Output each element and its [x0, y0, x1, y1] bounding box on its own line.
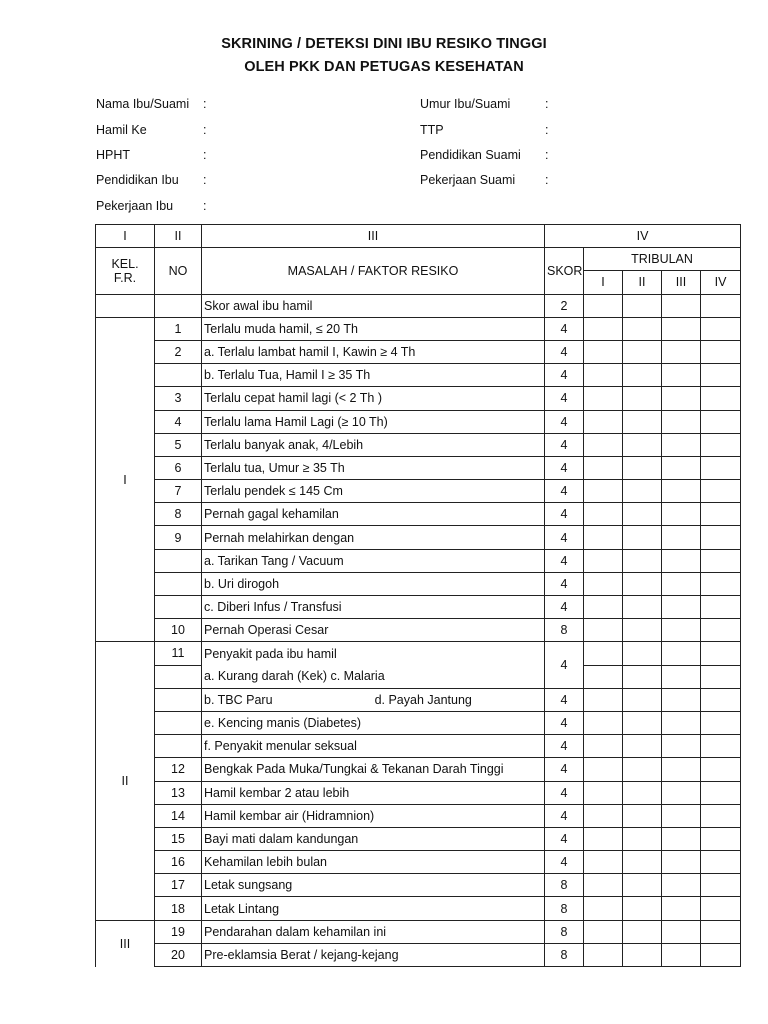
factor-text — [202, 688, 545, 711]
no-cell — [155, 364, 202, 387]
factor-text: Hamil kembar air (Hidramnion) — [202, 804, 545, 827]
tribulan-ii-cell[interactable] — [623, 317, 662, 340]
colon: : — [203, 148, 207, 162]
tribulan-ii-cell[interactable] — [623, 572, 662, 595]
header-roman-row — [96, 225, 741, 248]
no-cell: 9 — [155, 526, 202, 549]
tribulan-iv-cell[interactable] — [701, 503, 741, 526]
colon: : — [203, 173, 207, 187]
table-row — [96, 665, 741, 688]
skor-cell: 4 — [545, 526, 584, 549]
form-title-line-1: SKRINING / DETEKSI DINI IBU RESIKO TINGGI — [221, 36, 547, 52]
skor-header: SKOR — [545, 248, 584, 294]
kel-cell — [96, 294, 155, 317]
tribulan-i-cell[interactable] — [584, 503, 623, 526]
label-umur-ibu-suami: Umur Ibu/Suami — [420, 97, 511, 111]
tribulan-iii-cell[interactable] — [662, 827, 701, 850]
no-cell — [155, 294, 202, 317]
tribulan-iii-cell[interactable] — [662, 758, 701, 781]
table-row — [96, 364, 741, 387]
tribulan-iii-cell[interactable] — [662, 711, 701, 734]
tribulan-ii-cell[interactable] — [623, 619, 662, 642]
factor-text: a. Tarikan Tang / Vacuum — [202, 549, 545, 572]
factor-text: Terlalu cepat hamil lagi (< 2 Th ) — [202, 387, 545, 410]
group-iii-label: III — [96, 920, 155, 966]
tribulan-i-cell[interactable] — [584, 874, 623, 897]
tribulan-iv-cell[interactable] — [701, 364, 741, 387]
tribulan-iii-cell[interactable] — [662, 619, 701, 642]
no-cell — [155, 665, 202, 688]
colon: : — [545, 173, 549, 187]
tribulan-iv-cell[interactable] — [701, 572, 741, 595]
table-row — [96, 735, 741, 758]
tribulan-col-ii: II — [623, 271, 662, 294]
factor-text: a. Terlalu lambat hamil I, Kawin ≥ 4 Th — [202, 340, 545, 363]
tribulan-iii-cell[interactable] — [662, 503, 701, 526]
tribulan-iii-cell[interactable] — [662, 688, 701, 711]
factor-text: Terlalu tua, Umur ≥ 35 Th — [202, 456, 545, 479]
no-cell: 12 — [155, 758, 202, 781]
no-cell: 6 — [155, 456, 202, 479]
tribulan-iii-cell[interactable] — [662, 804, 701, 827]
tribulan-iv-cell[interactable] — [701, 665, 741, 688]
tribulan-iii-cell[interactable] — [662, 340, 701, 363]
table-row — [96, 410, 741, 433]
factor-text: f. Penyakit menular seksual — [202, 735, 545, 758]
label-pekerjaan-suami: Pekerjaan Suami — [420, 173, 516, 187]
tribulan-col-iv: IV — [701, 271, 741, 294]
colon: : — [545, 97, 549, 111]
tribulan-i-cell[interactable] — [584, 340, 623, 363]
tribulan-iv-cell[interactable] — [701, 851, 741, 874]
group-ii-label: II — [96, 642, 155, 920]
skor-cell: 4 — [545, 572, 584, 595]
tribulan-i-cell[interactable] — [584, 364, 623, 387]
factor-text: Terlalu banyak anak, 4/Lebih — [202, 433, 545, 456]
table-row — [96, 943, 741, 966]
skor-cell: 4 — [545, 804, 584, 827]
tribulan-ii-cell[interactable] — [623, 711, 662, 734]
tribulan-i-cell[interactable] — [584, 688, 623, 711]
tribulan-i-cell[interactable] — [584, 804, 623, 827]
tribulan-ii-cell[interactable] — [623, 364, 662, 387]
form-title-line-2: OLEH PKK DAN PETUGAS KESEHATAN — [244, 59, 524, 75]
tribulan-iii-cell[interactable] — [662, 317, 701, 340]
tribulan-iii-cell[interactable] — [662, 387, 701, 410]
tribulan-ii-cell[interactable] — [623, 549, 662, 572]
label-hamil-ke: Hamil Ke — [96, 123, 147, 137]
table-row — [96, 758, 741, 781]
table-row — [96, 317, 741, 340]
table-row — [96, 549, 741, 572]
tribulan-i-cell[interactable] — [584, 735, 623, 758]
table-row — [96, 433, 741, 456]
tribulan-ii-cell[interactable] — [623, 480, 662, 503]
tribulan-ii-cell[interactable] — [623, 874, 662, 897]
tribulan-iii-cell[interactable] — [662, 410, 701, 433]
no-cell — [155, 549, 202, 572]
tribulan-iv-cell[interactable] — [701, 549, 741, 572]
tribulan-ii-cell[interactable] — [623, 943, 662, 966]
tribulan-ii-cell[interactable] — [623, 456, 662, 479]
factor-text: Pernah gagal kehamilan — [202, 503, 545, 526]
no-cell: 18 — [155, 897, 202, 920]
label-ttp: TTP — [420, 123, 444, 137]
factor-text: Pernah Operasi Cesar — [202, 619, 545, 642]
risk-factor-table — [95, 224, 741, 967]
col-header-ii: II — [155, 225, 202, 248]
tribulan-ii-cell[interactable] — [623, 503, 662, 526]
factor-text-a: a. Kurang darah (Kek) — [204, 669, 327, 684]
tribulan-iii-cell[interactable] — [662, 480, 701, 503]
table-row — [96, 642, 741, 665]
skor-cell: 4 — [545, 781, 584, 804]
no-cell: 4 — [155, 410, 202, 433]
table-row — [96, 920, 741, 943]
factor-text: Pre-eklamsia Berat / kejang-kejang — [202, 943, 545, 966]
table-row — [96, 526, 741, 549]
colon: : — [545, 148, 549, 162]
no-cell — [155, 572, 202, 595]
no-cell: 8 — [155, 503, 202, 526]
tribulan-ii-cell[interactable] — [623, 340, 662, 363]
tribulan-iv-cell[interactable] — [701, 340, 741, 363]
table-row — [96, 711, 741, 734]
label-hpht: HPHT — [96, 148, 131, 162]
tribulan-iii-cell[interactable] — [662, 897, 701, 920]
colon: : — [203, 123, 207, 137]
factor-text: Skor awal ibu hamil — [202, 294, 545, 317]
table-row — [96, 294, 741, 317]
no-cell: 16 — [155, 851, 202, 874]
tribulan-iv-cell[interactable] — [701, 943, 741, 966]
factor-text: Pernah melahirkan dengan — [202, 526, 545, 549]
header-row-1 — [96, 248, 741, 271]
tribulan-iv-cell[interactable] — [701, 619, 741, 642]
factor-text: b. Uri dirogoh — [202, 572, 545, 595]
tribulan-i-cell[interactable] — [584, 711, 623, 734]
no-cell: 13 — [155, 781, 202, 804]
factor-text: Terlalu pendek ≤ 145 Cm — [202, 480, 545, 503]
table-row — [96, 480, 741, 503]
tribulan-i-cell[interactable] — [584, 572, 623, 595]
skor-cell: 4 — [545, 433, 584, 456]
tribulan-iv-cell[interactable] — [701, 735, 741, 758]
tribulan-iii-cell[interactable] — [662, 294, 701, 317]
table-row — [96, 688, 741, 711]
no-cell — [155, 735, 202, 758]
masalah-header: MASALAH / FAKTOR RESIKO — [202, 248, 545, 294]
tribulan-i-cell[interactable] — [584, 456, 623, 479]
tribulan-i-cell[interactable] — [584, 433, 623, 456]
factor-text-b: d. Payah Jantung — [374, 692, 472, 707]
skor-cell: 4 — [545, 851, 584, 874]
tribulan-iv-cell[interactable] — [701, 456, 741, 479]
factor-text: b. Terlalu Tua, Hamil I ≥ 35 Th — [202, 364, 545, 387]
skor-cell: 8 — [545, 619, 584, 642]
tribulan-col-iii: III — [662, 271, 701, 294]
tribulan-ii-cell[interactable] — [623, 735, 662, 758]
label-pendidikan-ibu: Pendidikan Ibu — [96, 173, 179, 187]
group-i-label: I — [96, 317, 155, 642]
tribulan-ii-cell[interactable] — [623, 410, 662, 433]
no-cell: 5 — [155, 433, 202, 456]
tribulan-ii-cell[interactable] — [623, 688, 662, 711]
skor-cell: 8 — [545, 874, 584, 897]
tribulan-iv-cell[interactable] — [701, 596, 741, 619]
skor-cell: 4 — [545, 340, 584, 363]
tribulan-iv-cell[interactable] — [701, 804, 741, 827]
tribulan-iii-cell[interactable] — [662, 874, 701, 897]
factor-text: Terlalu lama Hamil Lagi (≥ 10 Th) — [202, 410, 545, 433]
tribulan-iv-cell[interactable] — [701, 688, 741, 711]
tribulan-iv-cell[interactable] — [701, 317, 741, 340]
tribulan-iv-cell[interactable] — [701, 433, 741, 456]
tribulan-i-cell[interactable] — [584, 758, 623, 781]
tribulan-iv-cell[interactable] — [701, 294, 741, 317]
tribulan-header: TRIBULAN — [584, 248, 741, 271]
no-cell: 10 — [155, 619, 202, 642]
colon: : — [203, 97, 207, 111]
no-cell: 17 — [155, 874, 202, 897]
no-cell: 11 — [155, 642, 202, 665]
tribulan-ii-cell[interactable] — [623, 387, 662, 410]
table-row — [96, 572, 741, 595]
skor-cell: 4 — [545, 480, 584, 503]
tribulan-i-cell[interactable] — [584, 665, 623, 688]
table-row — [96, 619, 741, 642]
tribulan-i-cell[interactable] — [584, 410, 623, 433]
no-cell — [155, 711, 202, 734]
tribulan-iv-cell[interactable] — [701, 897, 741, 920]
factor-text-a: b. TBC Paru — [204, 692, 273, 707]
tribulan-iii-cell[interactable] — [662, 456, 701, 479]
tribulan-ii-cell[interactable] — [623, 804, 662, 827]
factor-text: c. Diberi Infus / Transfusi — [202, 596, 545, 619]
tribulan-i-cell[interactable] — [584, 642, 623, 665]
tribulan-iii-cell[interactable] — [662, 851, 701, 874]
factor-text: Letak Lintang — [202, 897, 545, 920]
skor-cell: 8 — [545, 943, 584, 966]
tribulan-iii-cell[interactable] — [662, 943, 701, 966]
tribulan-i-cell[interactable] — [584, 781, 623, 804]
factor-text: Bayi mati dalam kandungan — [202, 827, 545, 850]
tribulan-i-cell[interactable] — [584, 827, 623, 850]
skor-cell: 4 — [545, 456, 584, 479]
skor-cell: 2 — [545, 294, 584, 317]
tribulan-iii-cell[interactable] — [662, 526, 701, 549]
factor-text: Kehamilan lebih bulan — [202, 851, 545, 874]
no-cell: 3 — [155, 387, 202, 410]
tribulan-i-cell[interactable] — [584, 317, 623, 340]
table-row — [96, 804, 741, 827]
tribulan-iii-cell[interactable] — [662, 572, 701, 595]
factor-text: Pendarahan dalam kehamilan ini — [202, 920, 545, 943]
tribulan-ii-cell[interactable] — [623, 665, 662, 688]
tribulan-iii-cell[interactable] — [662, 781, 701, 804]
no-cell: 19 — [155, 920, 202, 943]
no-cell: 14 — [155, 804, 202, 827]
skor-cell: 4 — [545, 642, 584, 688]
tribulan-i-cell[interactable] — [584, 920, 623, 943]
table-row — [96, 781, 741, 804]
tribulan-ii-cell[interactable] — [623, 851, 662, 874]
skor-cell: 4 — [545, 596, 584, 619]
tribulan-iv-cell[interactable] — [701, 387, 741, 410]
tribulan-ii-cell[interactable] — [623, 433, 662, 456]
tribulan-iii-cell[interactable] — [662, 364, 701, 387]
table-row — [96, 340, 741, 363]
factor-text: Bengkak Pada Muka/Tungkai & Tekanan Darah Tinggi — [202, 758, 545, 781]
skor-cell: 4 — [545, 503, 584, 526]
tribulan-col-i: I — [584, 271, 623, 294]
tribulan-iv-cell[interactable] — [701, 920, 741, 943]
no-cell: 20 — [155, 943, 202, 966]
label-pekerjaan-ibu: Pekerjaan Ibu — [96, 199, 174, 213]
tribulan-iv-cell[interactable] — [701, 480, 741, 503]
tribulan-i-cell[interactable] — [584, 294, 623, 317]
factor-text: Terlalu muda hamil, ≤ 20 Th — [202, 317, 545, 340]
skor-cell: 8 — [545, 920, 584, 943]
factor-text — [202, 665, 545, 688]
col-header-i: I — [96, 225, 155, 248]
skor-cell: 4 — [545, 735, 584, 758]
table-row — [96, 874, 741, 897]
no-cell — [155, 596, 202, 619]
tribulan-iv-cell[interactable] — [701, 874, 741, 897]
tribulan-iii-cell[interactable] — [662, 549, 701, 572]
skor-cell: 4 — [545, 410, 584, 433]
tribulan-i-cell[interactable] — [584, 619, 623, 642]
tribulan-iv-cell[interactable] — [701, 711, 741, 734]
skor-cell: 4 — [545, 317, 584, 340]
no-cell: 2 — [155, 340, 202, 363]
no-cell: 15 — [155, 827, 202, 850]
tribulan-i-cell[interactable] — [584, 851, 623, 874]
tribulan-iii-cell[interactable] — [662, 735, 701, 758]
skor-cell: 4 — [545, 711, 584, 734]
tribulan-i-cell[interactable] — [584, 596, 623, 619]
tribulan-iii-cell[interactable] — [662, 433, 701, 456]
factor-text: Letak sungsang — [202, 874, 545, 897]
table-row — [96, 596, 741, 619]
no-cell: 1 — [155, 317, 202, 340]
col-header-iv: IV — [545, 225, 741, 248]
table-row — [96, 387, 741, 410]
table-row — [96, 503, 741, 526]
tribulan-iv-cell[interactable] — [701, 781, 741, 804]
tribulan-iii-cell[interactable] — [662, 596, 701, 619]
table-row — [96, 456, 741, 479]
factor-text: Penyakit pada ibu hamil — [202, 642, 545, 665]
skor-cell: 4 — [545, 688, 584, 711]
tribulan-ii-cell[interactable] — [623, 596, 662, 619]
tribulan-i-cell[interactable] — [584, 943, 623, 966]
tribulan-ii-cell[interactable] — [623, 920, 662, 943]
tribulan-ii-cell[interactable] — [623, 526, 662, 549]
tribulan-i-cell[interactable] — [584, 549, 623, 572]
tribulan-ii-cell[interactable] — [623, 758, 662, 781]
tribulan-i-cell[interactable] — [584, 526, 623, 549]
skor-cell: 4 — [545, 364, 584, 387]
tribulan-iv-cell[interactable] — [701, 758, 741, 781]
tribulan-ii-cell[interactable] — [623, 897, 662, 920]
no-cell — [155, 688, 202, 711]
factor-text: e. Kencing manis (Diabetes) — [202, 711, 545, 734]
factor-text-b: c. Malaria — [330, 669, 385, 684]
skor-cell: 4 — [545, 827, 584, 850]
skor-cell: 8 — [545, 897, 584, 920]
colon: : — [203, 199, 207, 213]
tribulan-i-cell[interactable] — [584, 387, 623, 410]
colon: : — [545, 123, 549, 137]
skor-cell: 4 — [545, 549, 584, 572]
tribulan-i-cell[interactable] — [584, 897, 623, 920]
skor-cell: 4 — [545, 387, 584, 410]
tribulan-i-cell[interactable] — [584, 480, 623, 503]
factor-text: Hamil kembar 2 atau lebih — [202, 781, 545, 804]
tribulan-iii-cell[interactable] — [662, 665, 701, 688]
no-header: NO — [155, 248, 202, 294]
kel-fr-header: KEL. F.R. — [96, 248, 155, 294]
tribulan-iv-cell[interactable] — [701, 410, 741, 433]
tribulan-ii-cell[interactable] — [623, 827, 662, 850]
tribulan-ii-cell[interactable] — [623, 642, 662, 665]
table-row — [96, 851, 741, 874]
table-row — [96, 897, 741, 920]
tribulan-iii-cell[interactable] — [662, 642, 701, 665]
tribulan-ii-cell[interactable] — [623, 294, 662, 317]
label-nama-ibu-suami: Nama Ibu/Suami — [96, 97, 190, 111]
no-cell: 7 — [155, 480, 202, 503]
tribulan-iv-cell[interactable] — [701, 526, 741, 549]
tribulan-iv-cell[interactable] — [701, 642, 741, 665]
col-header-iii: III — [202, 225, 545, 248]
tribulan-iii-cell[interactable] — [662, 920, 701, 943]
skor-cell: 4 — [545, 758, 584, 781]
table-row — [96, 827, 741, 850]
tribulan-ii-cell[interactable] — [623, 781, 662, 804]
label-pendidikan-suami: Pendidikan Suami — [420, 148, 521, 162]
tribulan-iv-cell[interactable] — [701, 827, 741, 850]
